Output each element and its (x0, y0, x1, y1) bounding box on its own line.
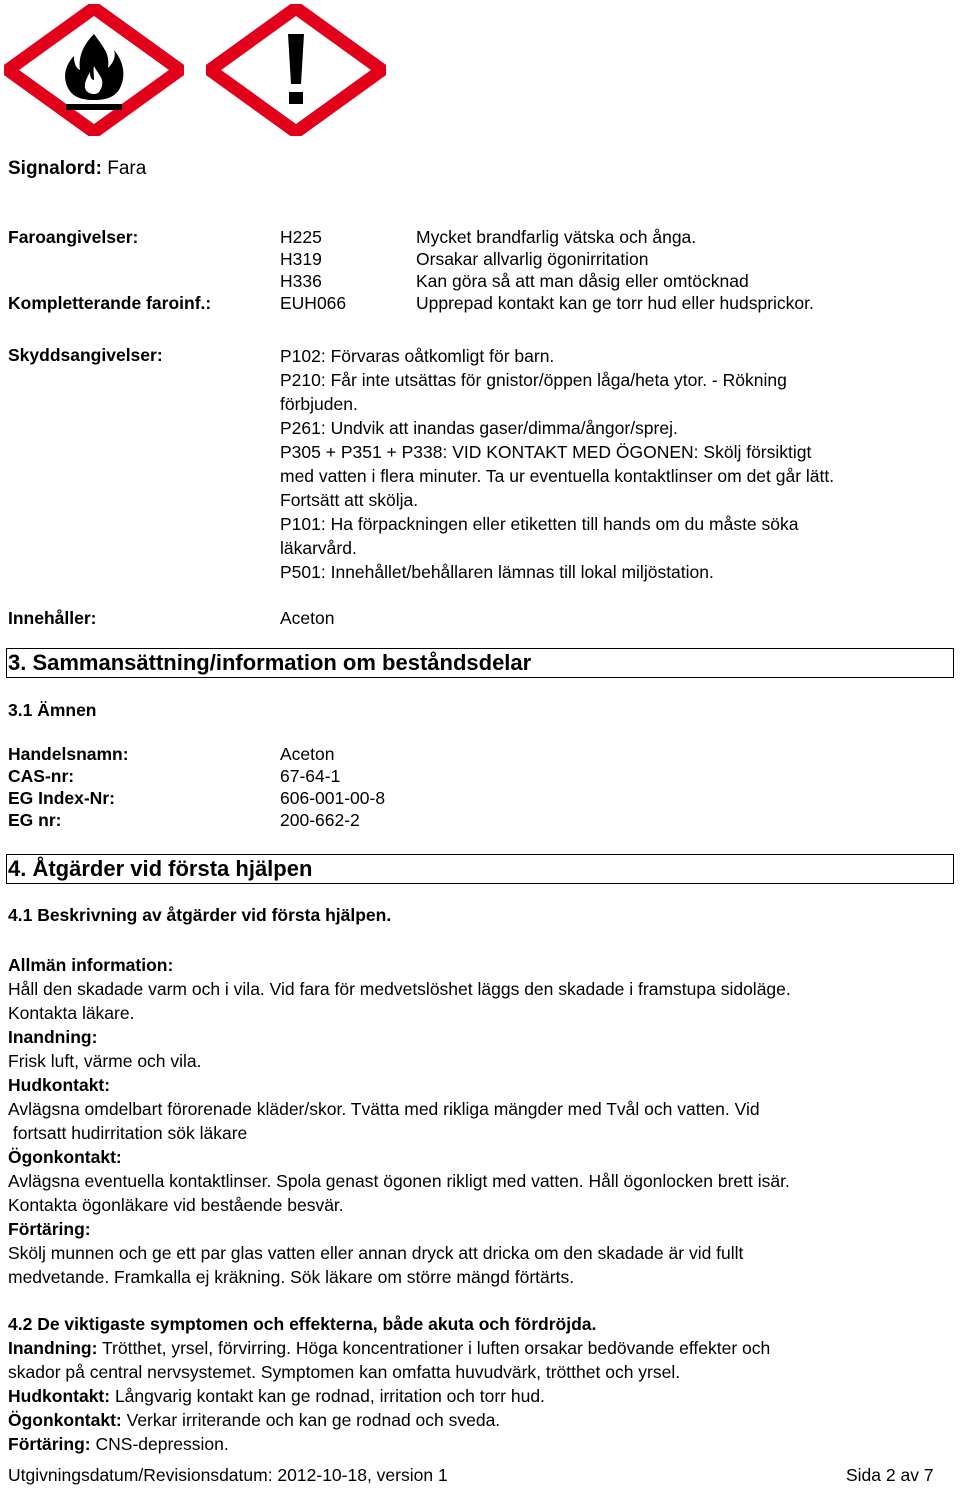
eg-index-value: 606-001-00-8 (280, 788, 386, 808)
eg-index-label: EG Index-Nr: (8, 788, 115, 808)
exclamation-icon (206, 4, 386, 136)
contains-value: Aceton (280, 608, 335, 628)
hazard-text: Mycket brandfarlig vätska och ånga. (416, 227, 697, 247)
supplementary-text: Upprepad kontakt kan ge torr hud eller hudsprickor. (416, 293, 814, 313)
footer-revision-date: Utgivningsdatum/Revisionsdatum: 2012-10-18, version 1 (8, 1465, 448, 1485)
supplementary-code: EUH066 (280, 293, 347, 313)
trade-name-label: Handelsnamn: (8, 744, 129, 764)
contains-label: Innehåller: (8, 608, 97, 628)
exclamation-pictogram (206, 4, 386, 136)
section-3-subtitle: 3.1 Ämnen (8, 700, 97, 720)
section-3-title: 3. Sammansättning/information om beståndsdelar (8, 650, 532, 675)
symptoms: Inandning: Trötthet, yrsel, förvirring. Höga koncentrationer i luften orsakar bedövande effekter och skador på central nervsystemet. Symptomen kan omfatta huvudvärk, trötthet och yrsel. Hudkontakt: Långvarig kontakt kan ge rodnad, irritation och torr hud. Ögonkontakt: Verkar irriterande och kan ge rodnad och sveda. Förtäring: CNS-depression. (8, 1338, 771, 1454)
supplementary-label: Kompletterande faroinf.: (8, 293, 212, 313)
flammable-pictogram (4, 4, 184, 136)
first-aid-measures: Allmän information: Håll den skadade varm och i vila. Vid fara för medvetslöshet läggs den skadade i framstupa sidoläge. Kontakta läkare. Inandning: Frisk luft, värme och vila. Hudkontakt: Avlägsna omdelbart förorenade kläder/skor. Tvätta med rikliga mängder med Tvål och vatten. Vid fortsatt hudirritation sök läkare Ögonkontakt: Avlägsna eventuella kontaktlinser. Spola genast ögonen rikligt med vatten. Håll ögonlocken brett isär. Kontakta ögonläkare vid bestående besvär. Förtäring: Skölj munnen och ge ett par glas vatten eller annan dryck att dricka om den skadade är vid fullt medvetande. Framkalla ej kräkning. Sök läkare om större mängd förtärts. (8, 955, 791, 1287)
hazard-code: H336 (280, 271, 322, 291)
hazard-code: H225 (280, 227, 322, 247)
signal-word: Signalord: Fara (8, 158, 147, 179)
flame-icon (4, 4, 184, 136)
hazard-code: H319 (280, 249, 322, 269)
hazard-text: Orsakar allvarlig ögonirritation (416, 249, 649, 269)
footer-page-number: Sida 2 av 7 (846, 1465, 934, 1485)
section-4-2-subtitle: 4.2 De viktigaste symptomen och effekterna, både akuta och fördröjda. (8, 1314, 597, 1334)
section-4-title: 4. Åtgärder vid första hjälpen (8, 856, 313, 881)
hazards-label: Faroangivelser: (8, 227, 139, 247)
hazard-text: Kan göra så att man dåsig eller omtöcknad (416, 271, 749, 291)
section-4-1-subtitle: 4.1 Beskrivning av åtgärder vid första hjälpen. (8, 905, 392, 925)
cas-value: 67-64-1 (280, 766, 341, 786)
trade-name-value: Aceton (280, 744, 335, 764)
precautions-text: P102: Förvaras oåtkomligt för barn. P210: Får inte utsättas för gnistor/öppen låga/heta ytor. - Rökning förbjuden. P261: Undvik att inandas gaser/dimma/ångor/sprej. P305 + P351 + P338: VID KONTAKT MED ÖGONEN: Skölj försiktigt med vatten i flera minuter. Ta ur eventuella kontaktlinser om det går lätt. Fortsätt att skölja. P101: Ha förpackningen eller etiketten till hands om du måste söka läkarvård. P501: Innehållet/behållaren lämnas till lokal miljöstation. (280, 346, 835, 582)
eg-nr-value: 200-662-2 (280, 810, 360, 830)
precautions-label: Skyddsangivelser: (8, 345, 163, 365)
cas-label: CAS-nr: (8, 766, 75, 786)
eg-nr-label: EG nr: (8, 810, 62, 830)
